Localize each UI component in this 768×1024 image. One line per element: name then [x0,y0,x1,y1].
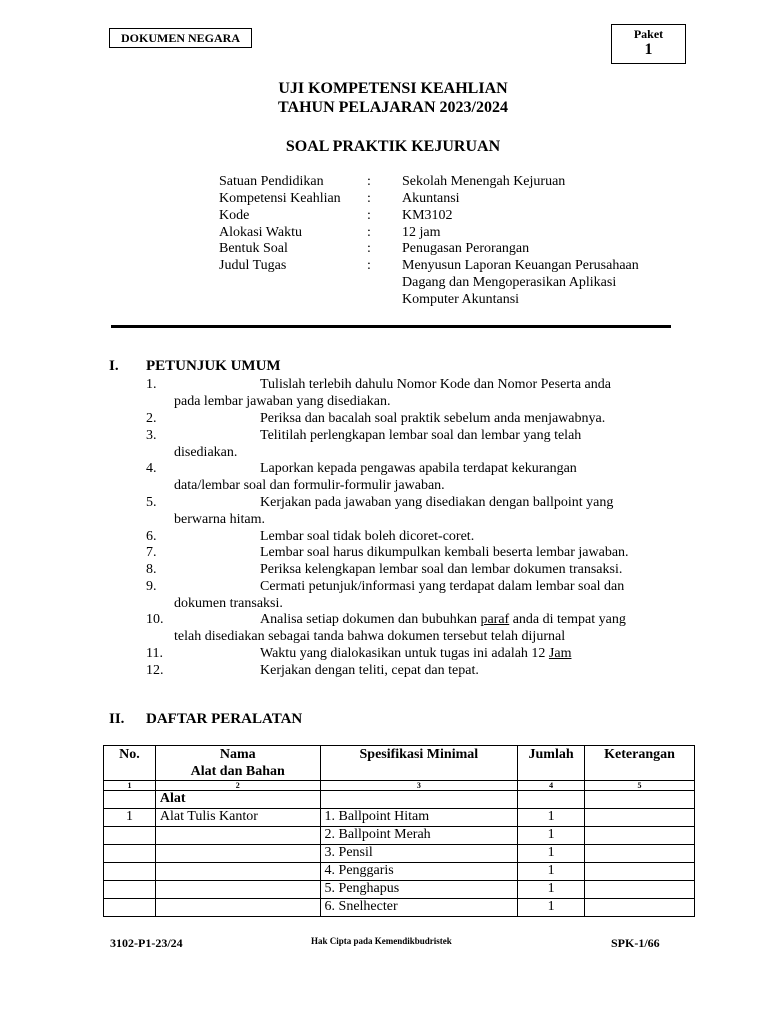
item-number: 4. [146,461,157,476]
item-text: Kerjakan dengan teliti, cepat dan tepat. [260,663,479,678]
group-label: Alat [155,791,320,809]
item-text: Telitilah perlengkapan lembar soal dan lembar yang telah [260,428,582,443]
column-index-row [104,781,695,791]
header-spesifikasi: Spesifikasi Minimal [320,746,518,781]
cell-keterangan [585,881,695,899]
header-nama-line2: Alat dan Bahan [190,764,285,779]
info-colon: : [367,225,371,240]
cell-jumlah: 1 [518,845,585,863]
section-number: I. [109,358,119,374]
paket-box [611,24,686,64]
document-classification-label: DOKUMEN NEGARA [109,28,252,48]
table-row [104,827,695,845]
item-continuation: data/lembar soal dan formulir-formulir jawaban. [174,478,445,493]
item-continuation: disediakan. [174,445,238,460]
cell-spesifikasi: 1. Ballpoint Hitam [320,809,518,827]
section-title: DAFTAR PERALATAN [146,711,303,727]
item-text: Periksa kelengkapan lembar soal dan lembar dokumen transaksi. [260,562,623,577]
cell-jumlah: 1 [518,881,585,899]
item-text: Kerjakan pada jawaban yang disediakan dengan ballpoint yang [260,495,614,510]
info-colon: : [367,191,371,206]
cell-spesifikasi: 6. Snelhecter [320,899,518,917]
table-row [104,881,695,899]
item-text-underlined: paraf [480,612,510,627]
footer-copyright: Hak Cipta pada Kemendikbudristek [311,936,452,946]
cell-jumlah: 1 [518,863,585,881]
info-colon: : [367,258,371,273]
item-number: 2. [146,411,157,426]
header-keterangan: Keterangan [585,746,695,781]
info-label: Alokasi Waktu [219,225,302,240]
info-value: Komputer Akuntansi [402,292,520,307]
item-text-part: Analisa setiap dokumen dan bubuhkan [260,612,481,627]
item-number: 10. [146,612,164,627]
cell-nama [155,899,320,917]
item-number: 8. [146,562,157,577]
info-colon: : [367,174,371,189]
table-row [104,863,695,881]
table-header-row [104,746,695,781]
item-text [260,645,571,662]
cell-keterangan [585,809,695,827]
info-colon: : [367,241,371,256]
cell-keterangan [585,899,695,917]
cell-no [104,899,156,917]
item-text: Cermati petunjuk/informasi yang terdapat dalam lembar soal dan [260,579,625,594]
header-jumlah: Jumlah [518,746,585,781]
footer-page-number: SPK-1/66 [611,936,660,950]
header-no: No. [104,746,156,781]
cell-no: 1 [104,809,156,827]
item-number: 3. [146,428,157,443]
cell-jumlah: 1 [518,809,585,827]
cell-keterangan [585,863,695,881]
cell-keterangan [585,827,695,845]
header-nama-line1: Nama [219,747,256,762]
item-continuation: dokumen transaksi. [174,596,283,611]
cell-no [104,845,156,863]
item-text: Tulislah terlebih dahulu Nomor Kode dan Nomor Peserta anda [260,377,611,392]
info-label: Kode [219,208,250,223]
info-value: Penugasan Perorangan [402,241,530,256]
table-cell [585,791,695,809]
column-index: 4 [518,781,585,791]
paket-label: Paket [633,27,664,41]
cell-spesifikasi: 4. Penggaris [320,863,518,881]
item-continuation: telah disediakan sebagai tanda bahwa dokumen tersebut telah dijurnal [174,629,566,644]
cell-spesifikasi: 5. Penghapus [320,881,518,899]
info-value: Menyusun Laporan Keuangan Perusahaan [402,258,639,273]
cell-nama [155,881,320,899]
item-text [260,611,626,628]
info-label: Judul Tugas [219,258,287,273]
item-continuation: berwarna hitam. [174,512,265,527]
info-value: Akuntansi [402,191,460,206]
item-text-underlined: Jam [548,646,572,661]
section-number: II. [109,711,125,727]
item-text: Laporkan kepada pengawas apabila terdapat kekurangan [260,461,577,476]
column-index: 2 [155,781,320,791]
column-index: 1 [104,781,156,791]
column-index: 5 [585,781,695,791]
item-number: 9. [146,579,157,594]
cell-no [104,827,156,845]
info-value: 12 jam [402,225,441,240]
cell-spesifikasi: 2. Ballpoint Merah [320,827,518,845]
item-number: 7. [146,545,157,560]
cell-nama [155,827,320,845]
item-number: 6. [146,529,157,544]
cell-nama [155,845,320,863]
item-text: Lembar soal tidak boleh dicoret-coret. [260,529,475,544]
item-text: Periksa dan bacalah soal praktik sebelum anda menjawabnya. [260,411,606,426]
table-group-row [104,791,695,809]
paket-number: 1 [644,41,653,58]
cell-nama: Alat Tulis Kantor [155,809,320,827]
item-number: 1. [146,377,157,392]
table-row [104,809,695,827]
info-label: Satuan Pendidikan [219,174,324,189]
info-label: Bentuk Soal [219,241,288,256]
item-number: 11. [146,646,163,661]
item-text-part: Waktu yang dialokasikan untuk tugas ini adalah 12 [260,646,549,661]
column-index: 3 [320,781,518,791]
cell-keterangan [585,845,695,863]
info-colon: : [367,208,371,223]
section-title: PETUNJUK UMUM [146,358,281,374]
info-label: Kompetensi Keahlian [219,191,341,206]
equipment-table [103,745,695,917]
header-nama [155,746,320,781]
cell-no [104,863,156,881]
cell-jumlah: 1 [518,899,585,917]
item-continuation: pada lembar jawaban yang disediakan. [174,394,391,409]
cell-nama [155,863,320,881]
info-value: Sekolah Menengah Kejuruan [402,174,566,189]
table-row [104,899,695,917]
cell-spesifikasi: 3. Pensil [320,845,518,863]
item-text-part: anda di tempat yang [509,612,626,627]
item-number: 5. [146,495,157,510]
exam-title: UJI KOMPETENSI KEAHLIAN [278,80,508,97]
item-number: 12. [146,663,164,678]
table-row [104,845,695,863]
table-cell [518,791,585,809]
info-value: Dagang dan Mengoperasikan Aplikasi [402,275,617,290]
table-cell [320,791,518,809]
footer-code: 3102-P1-23/24 [110,936,183,950]
table-cell [104,791,156,809]
academic-year-title: TAHUN PELAJARAN 2023/2024 [278,99,508,116]
item-text: Lembar soal harus dikumpulkan kembali beserta lembar jawaban. [260,545,629,560]
cell-jumlah: 1 [518,827,585,845]
cell-no [104,881,156,899]
exam-type-title: SOAL PRAKTIK KEJURUAN [285,138,501,155]
info-value: KM3102 [402,208,453,223]
horizontal-divider [111,325,671,328]
